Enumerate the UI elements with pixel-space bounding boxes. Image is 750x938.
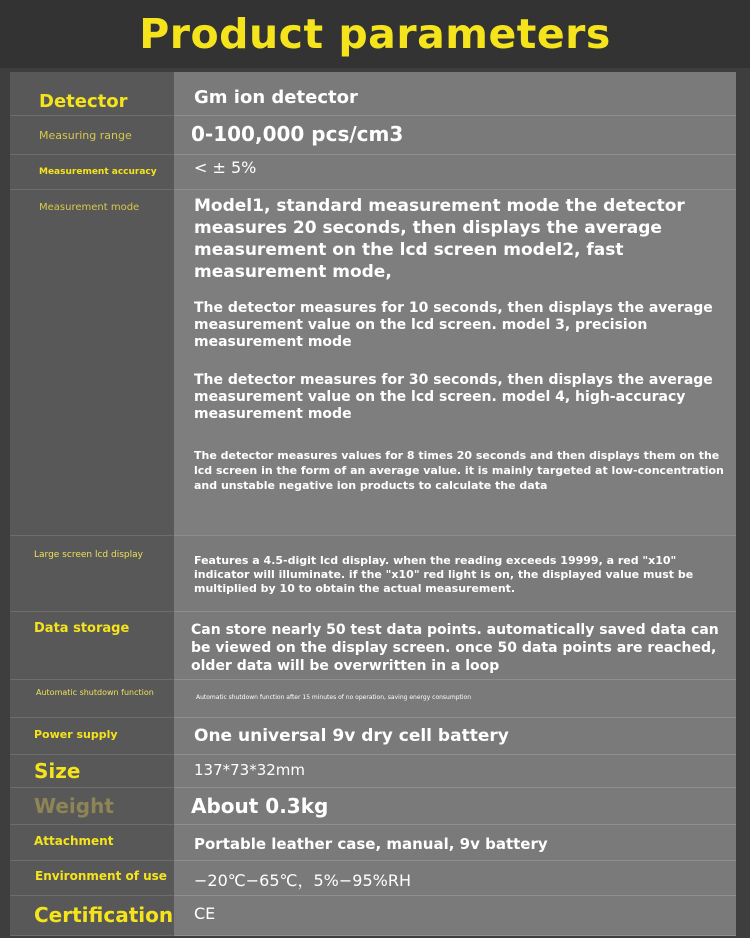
row-value: 137*73*32mm (174, 755, 736, 788)
row-label: Detector (10, 72, 173, 116)
mode-paragraph-1: Model1, standard measurement mode the detector measures 20 seconds, then displays the average measurement on the lcd screen model2, fast measurement mode, (194, 196, 685, 282)
row-label: Large screen lcd display (10, 536, 173, 612)
row-value: −20℃−65℃，5%−95%RH (174, 861, 736, 896)
row-label: Power supply (10, 718, 173, 755)
row-detector (10, 72, 736, 116)
row-value: One universal 9v dry cell battery (174, 718, 736, 755)
row-value: CE (174, 896, 736, 936)
row-size (10, 755, 736, 788)
mode-paragraph-4: The detector measures values for 8 times 20 seconds and then displays them on the lcd screen in the form of an average value. it is mainly targeted at low-concentration and unstable negative ion products to calculate the data (194, 449, 724, 492)
row-attachment (10, 825, 736, 861)
row-value (174, 190, 736, 536)
row-weight (10, 788, 736, 825)
row-measurement-accuracy (10, 155, 736, 190)
row-environment (10, 861, 736, 896)
mode-paragraph-3: The detector measures for 30 seconds, then displays the average measurement value on the lcd screen. model 4, high-accuracy measurement mode (194, 372, 713, 422)
row-label: Measuring range (10, 116, 173, 155)
row-label: Certification (10, 896, 173, 936)
row-label: Weight (10, 788, 173, 825)
row-power-supply (10, 718, 736, 755)
row-label: Size (10, 755, 173, 788)
row-data-storage (10, 612, 736, 680)
mode-paragraph-2: The detector measures for 10 seconds, then displays the average measurement value on the lcd screen. model 3, precision measurement mode (194, 300, 713, 350)
row-value: < ± 5% (174, 155, 736, 190)
row-label: Data storage (10, 612, 173, 680)
page-title: Product parameters (139, 10, 611, 58)
row-label: Measurement accuracy (10, 155, 173, 190)
row-label: Attachment (10, 825, 173, 861)
row-label: Environment of use (10, 861, 173, 896)
row-value: Features a 4.5-digit lcd display. when the reading exceeds 19999, a red "x10" indicator will illuminate. if the "x10" red light is on, the displayed value must be multiplied by 10 to obtain the actual measurement. (174, 536, 736, 612)
row-value: Gm ion detector (174, 72, 736, 116)
row-measurement-mode (10, 190, 736, 536)
row-value: Can store nearly 50 test data points. automatically saved data can be viewed on the display screen. once 50 data points are reached, older data will be overwritten in a loop (174, 612, 736, 680)
row-certification (10, 896, 736, 936)
row-value: 0-100,000 pcs/cm3 (174, 116, 736, 155)
row-value: Automatic shutdown function after 15 minutes of no operation, saving energy consumption (174, 680, 736, 718)
row-value: Portable leather case, manual, 9v battery (174, 825, 736, 861)
row-value: About 0.3kg (174, 788, 736, 825)
row-auto-shutdown (10, 680, 736, 718)
parameters-table (10, 72, 736, 936)
row-label: Automatic shutdown function (10, 680, 173, 718)
row-measuring-range (10, 116, 736, 155)
row-label: Measurement mode (10, 190, 173, 536)
row-lcd-display (10, 536, 736, 612)
title-bar (0, 0, 750, 68)
